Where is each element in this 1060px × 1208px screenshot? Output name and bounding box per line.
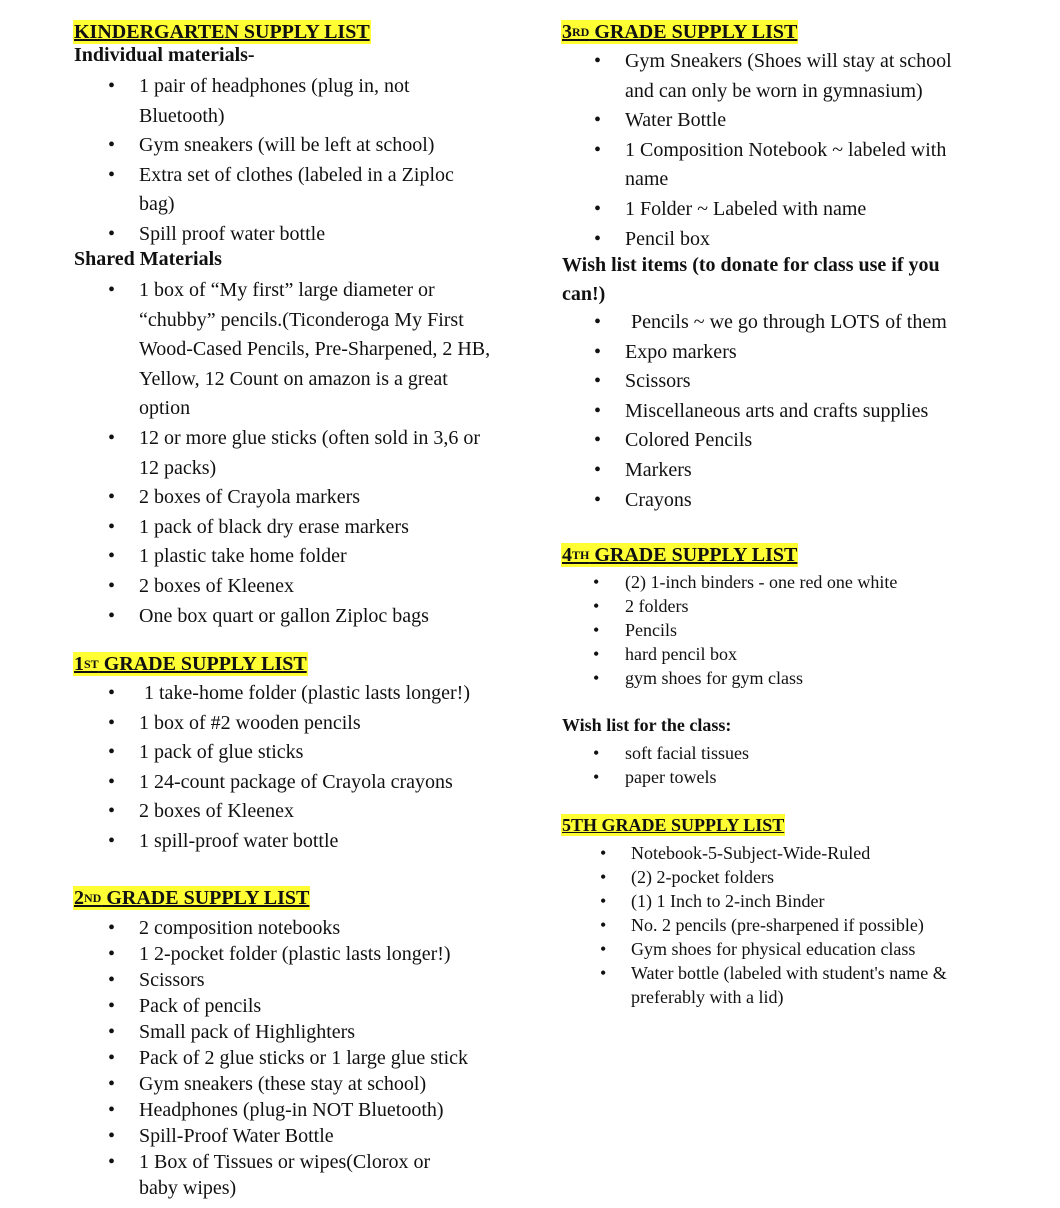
list-item: • 1 24-count package of Crayola crayons <box>74 768 470 798</box>
list-item: • 1 2-pocket folder (plastic lasts longer!) <box>74 941 468 967</box>
list-item: • Spill-Proof Water Bottle <box>74 1123 468 1149</box>
kindergarten-shared-list <box>74 276 494 631</box>
list-item: • (2) 2-pocket folders <box>561 865 986 889</box>
list-item: • Headphones (plug-in NOT Bluetooth) <box>74 1097 468 1123</box>
list-item: • Scissors <box>561 367 947 397</box>
kindergarten-heading: KINDERGARTEN SUPPLY LIST <box>74 21 370 43</box>
list-item: • 1 plastic take home folder <box>74 542 494 572</box>
grade4-list <box>561 570 897 690</box>
list-item: • 1 box of “My first” large diameter or “chubby” pencils.(Ticonderoga My First Wood-Cased Pencils, Pre-Sharpened, 2 HB, Yellow, 12 Count on amazon is a great option <box>74 276 494 424</box>
list-item: • Extra set of clothes (labeled in a Ziploc bag) <box>74 161 494 220</box>
list-item: • 12 or more glue sticks (often sold in 3,6 or 12 packs) <box>74 424 494 483</box>
grade3-list <box>561 47 980 254</box>
list-item: • Pencils <box>561 618 897 642</box>
grade3-wish-label: Wish list items (to donate for class use if you can!) <box>562 254 940 305</box>
grade1-list <box>74 679 470 857</box>
grade3-wish-list <box>561 308 947 515</box>
grade5-list <box>561 841 986 1009</box>
grade3-heading-num: 3 <box>562 21 572 43</box>
kindergarten-individual-list <box>74 72 494 250</box>
grade2-heading-text: GRADE SUPPLY LIST <box>101 887 310 909</box>
list-item: • soft facial tissues <box>561 741 749 765</box>
list-item: • No. 2 pencils (pre-sharpened if possible) <box>561 913 986 937</box>
list-item: • paper towels <box>561 765 749 789</box>
list-item: • 1 take-home folder (plastic lasts longer!) <box>74 679 470 709</box>
list-item: • 2 boxes of Kleenex <box>74 797 470 827</box>
list-item: • Gym Sneakers (Shoes will stay at school and can only be worn in gymnasium) <box>561 47 980 106</box>
list-item: • Spill proof water bottle <box>74 220 494 250</box>
list-item: • 1 Folder ~ Labeled with name <box>561 195 980 225</box>
grade5-heading: 5TH GRADE SUPPLY LIST <box>562 815 785 835</box>
grade3-heading-sup: RD <box>572 25 590 39</box>
list-item: • 1 pack of black dry erase markers <box>74 513 494 543</box>
grade1-heading-sup: ST <box>84 657 99 671</box>
list-item: • Miscellaneous arts and crafts supplies <box>561 397 947 427</box>
grade2-heading <box>73 886 310 910</box>
list-item: • Water bottle (labeled with student's name & preferably with a lid) <box>561 961 986 1009</box>
list-item: • Notebook-5-Subject-Wide-Ruled <box>561 841 986 865</box>
list-item: • Scissors <box>74 967 468 993</box>
grade4-wish-label: Wish list for the class: <box>562 715 732 735</box>
list-item: • 1 pack of glue sticks <box>74 738 470 768</box>
list-item: • Gym sneakers (will be left at school) <box>74 131 494 161</box>
list-item: • Small pack of Highlighters <box>74 1019 468 1045</box>
list-item: • Pencil box <box>561 225 980 255</box>
list-item: • (2) 1-inch binders - one red one white <box>561 570 897 594</box>
list-item: • 2 composition notebooks <box>74 915 468 941</box>
list-item: • gym shoes for gym class <box>561 666 897 690</box>
individual-materials-label: Individual materials- <box>74 44 255 66</box>
grade4-heading-num: 4 <box>562 544 572 566</box>
shared-materials-label: Shared Materials <box>74 248 222 270</box>
grade4-heading-sup: TH <box>572 548 590 562</box>
list-item: • Expo markers <box>561 338 947 368</box>
list-item: • hard pencil box <box>561 642 897 666</box>
grade2-list <box>74 915 468 1201</box>
grade4-wish-list <box>561 741 749 789</box>
grade1-heading-num: 1 <box>74 653 84 675</box>
grade4-heading-text: GRADE SUPPLY LIST <box>589 544 798 566</box>
list-item: • 1 box of #2 wooden pencils <box>74 709 470 739</box>
grade2-heading-sup: ND <box>84 891 102 905</box>
list-item: • 2 boxes of Crayola markers <box>74 483 494 513</box>
list-item: • Water Bottle <box>561 106 980 136</box>
grade4-heading <box>561 543 798 567</box>
list-item: • Markers <box>561 456 947 486</box>
grade3-heading <box>561 20 798 44</box>
list-item: • Gym sneakers (these stay at school) <box>74 1071 468 1097</box>
grade3-heading-text: GRADE SUPPLY LIST <box>589 21 798 43</box>
list-item: • One box quart or gallon Ziploc bags <box>74 602 494 632</box>
list-item: • Pack of pencils <box>74 993 468 1019</box>
list-item: • 2 folders <box>561 594 897 618</box>
list-item: • 1 spill-proof water bottle <box>74 827 470 857</box>
list-item: • 1 Box of Tissues or wipes(Clorox or baby wipes) <box>74 1149 459 1201</box>
list-item: • 1 Composition Notebook ~ labeled with name <box>561 136 980 195</box>
grade1-heading-text: GRADE SUPPLY LIST <box>98 653 307 675</box>
list-item: • Pencils ~ we go through LOTS of them <box>561 308 947 338</box>
list-item: • Gym shoes for physical education class <box>561 937 986 961</box>
list-item: • (1) 1 Inch to 2-inch Binder <box>561 889 986 913</box>
list-item: • Crayons <box>561 486 947 516</box>
grade1-heading <box>73 652 308 676</box>
list-item: • 2 boxes of Kleenex <box>74 572 494 602</box>
list-item: • Pack of 2 glue sticks or 1 large glue stick <box>74 1045 468 1071</box>
list-item: • Colored Pencils <box>561 426 947 456</box>
list-item: • 1 pair of headphones (plug in, not Bluetooth) <box>74 72 494 131</box>
grade2-heading-num: 2 <box>74 887 84 909</box>
